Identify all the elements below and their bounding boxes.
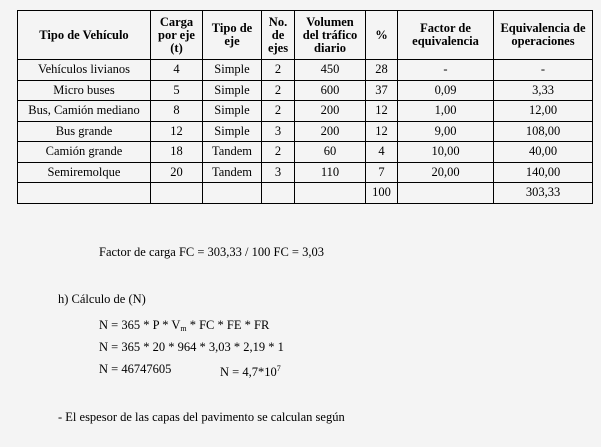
table-cell: 8 <box>151 101 203 122</box>
table-cell: 5 <box>151 80 203 101</box>
table-cell: 12,00 <box>494 101 593 122</box>
load-factor-line: Factor de carga FC = 303,33 / 100 FC = 3,03 <box>99 245 324 259</box>
table-cell: 10,00 <box>398 142 494 163</box>
substitution-line: N = 365 * 20 * 964 * 3,03 * 2,19 * 1 <box>99 340 284 354</box>
table-cell: Tandem <box>203 162 262 183</box>
table-cell: 12 <box>366 121 398 142</box>
total-percent-cell: 100 <box>366 183 398 204</box>
table-cell: Simple <box>203 101 262 122</box>
header-tipo-eje: Tipo de eje <box>203 11 262 60</box>
table-cell: 3,33 <box>494 80 593 101</box>
table-cell: Micro buses <box>18 80 151 101</box>
result-exact: N = 46747605 <box>99 362 172 376</box>
table-cell: Bus grande <box>18 121 151 142</box>
result-scientific-base: N = 4,7*10 <box>220 365 277 379</box>
table-cell: Simple <box>203 80 262 101</box>
table-row <box>18 162 593 183</box>
formula-line <box>99 317 269 337</box>
table-cell: 7 <box>366 162 398 183</box>
table-cell: 9,00 <box>398 121 494 142</box>
table-cell: 200 <box>295 121 366 142</box>
closing-line: - El espesor de las capas del pavimento se calculan según <box>58 410 345 424</box>
table-cell: 600 <box>295 80 366 101</box>
table-totals-row <box>18 183 593 204</box>
table-row <box>18 121 593 142</box>
header-carga-por-eje: Carga por eje (t) <box>151 11 203 60</box>
header-factor-equivalencia: Factor de equivalencia <box>398 11 494 60</box>
table-cell <box>262 183 295 204</box>
table-cell: Camión grande <box>18 142 151 163</box>
table-cell: 2 <box>262 60 295 81</box>
table-cell: 108,00 <box>494 121 593 142</box>
table-cell: 200 <box>295 101 366 122</box>
table-cell: Semiremolque <box>18 162 151 183</box>
table-cell: 12 <box>366 101 398 122</box>
table-cell: 1,00 <box>398 101 494 122</box>
table-cell <box>151 183 203 204</box>
table-cell: 3 <box>262 162 295 183</box>
header-tipo-vehiculo: Tipo de Vehículo <box>18 11 151 60</box>
table-cell: Tandem <box>203 142 262 163</box>
table-cell: - <box>494 60 593 81</box>
table-cell: 28 <box>366 60 398 81</box>
total-equivalencia-cell: 303,33 <box>494 183 593 204</box>
formula-suffix: * FC * FE * FR <box>186 318 270 332</box>
formula-prefix: N = 365 * P * V <box>99 318 181 332</box>
result-scientific-exponent: 7 <box>276 364 281 373</box>
table-cell: 3 <box>262 121 295 142</box>
table-cell: 60 <box>295 142 366 163</box>
table-cell <box>18 183 151 204</box>
header-volumen-trafico: Volumen del tráfico diario <box>295 11 366 60</box>
table-cell: - <box>398 60 494 81</box>
table-cell: 140,00 <box>494 162 593 183</box>
table-cell: 40,00 <box>494 142 593 163</box>
table-cell: 2 <box>262 80 295 101</box>
header-no-ejes: No. de ejes <box>262 11 295 60</box>
formula-subscript: m <box>180 324 187 333</box>
table-cell: 37 <box>366 80 398 101</box>
table-cell <box>295 183 366 204</box>
vehicle-traffic-table <box>17 10 593 204</box>
table-cell <box>203 183 262 204</box>
result-line <box>99 361 281 379</box>
table-cell: 4 <box>151 60 203 81</box>
table-cell: 20,00 <box>398 162 494 183</box>
table-cell: Simple <box>203 60 262 81</box>
header-equivalencia-operaciones: Equivalencia de operaciones <box>494 11 593 60</box>
table-cell: 2 <box>262 142 295 163</box>
table-row <box>18 60 593 81</box>
table-cell: 450 <box>295 60 366 81</box>
table-cell: 2 <box>262 101 295 122</box>
table-header-row <box>18 11 593 60</box>
table-cell: Vehículos livianos <box>18 60 151 81</box>
table-cell: 4 <box>366 142 398 163</box>
table-cell: Simple <box>203 121 262 142</box>
result-scientific <box>220 361 281 380</box>
table-row <box>18 80 593 101</box>
table-cell: 12 <box>151 121 203 142</box>
table-cell: 18 <box>151 142 203 163</box>
table-row <box>18 101 593 122</box>
table-cell <box>398 183 494 204</box>
table-row <box>18 142 593 163</box>
table-cell: 110 <box>295 162 366 183</box>
table-cell: 20 <box>151 162 203 183</box>
table-cell: Bus, Camión mediano <box>18 101 151 122</box>
header-porcentaje: % <box>366 11 398 60</box>
section-heading: h) Cálculo de (N) <box>58 292 146 306</box>
table-cell: 0,09 <box>398 80 494 101</box>
